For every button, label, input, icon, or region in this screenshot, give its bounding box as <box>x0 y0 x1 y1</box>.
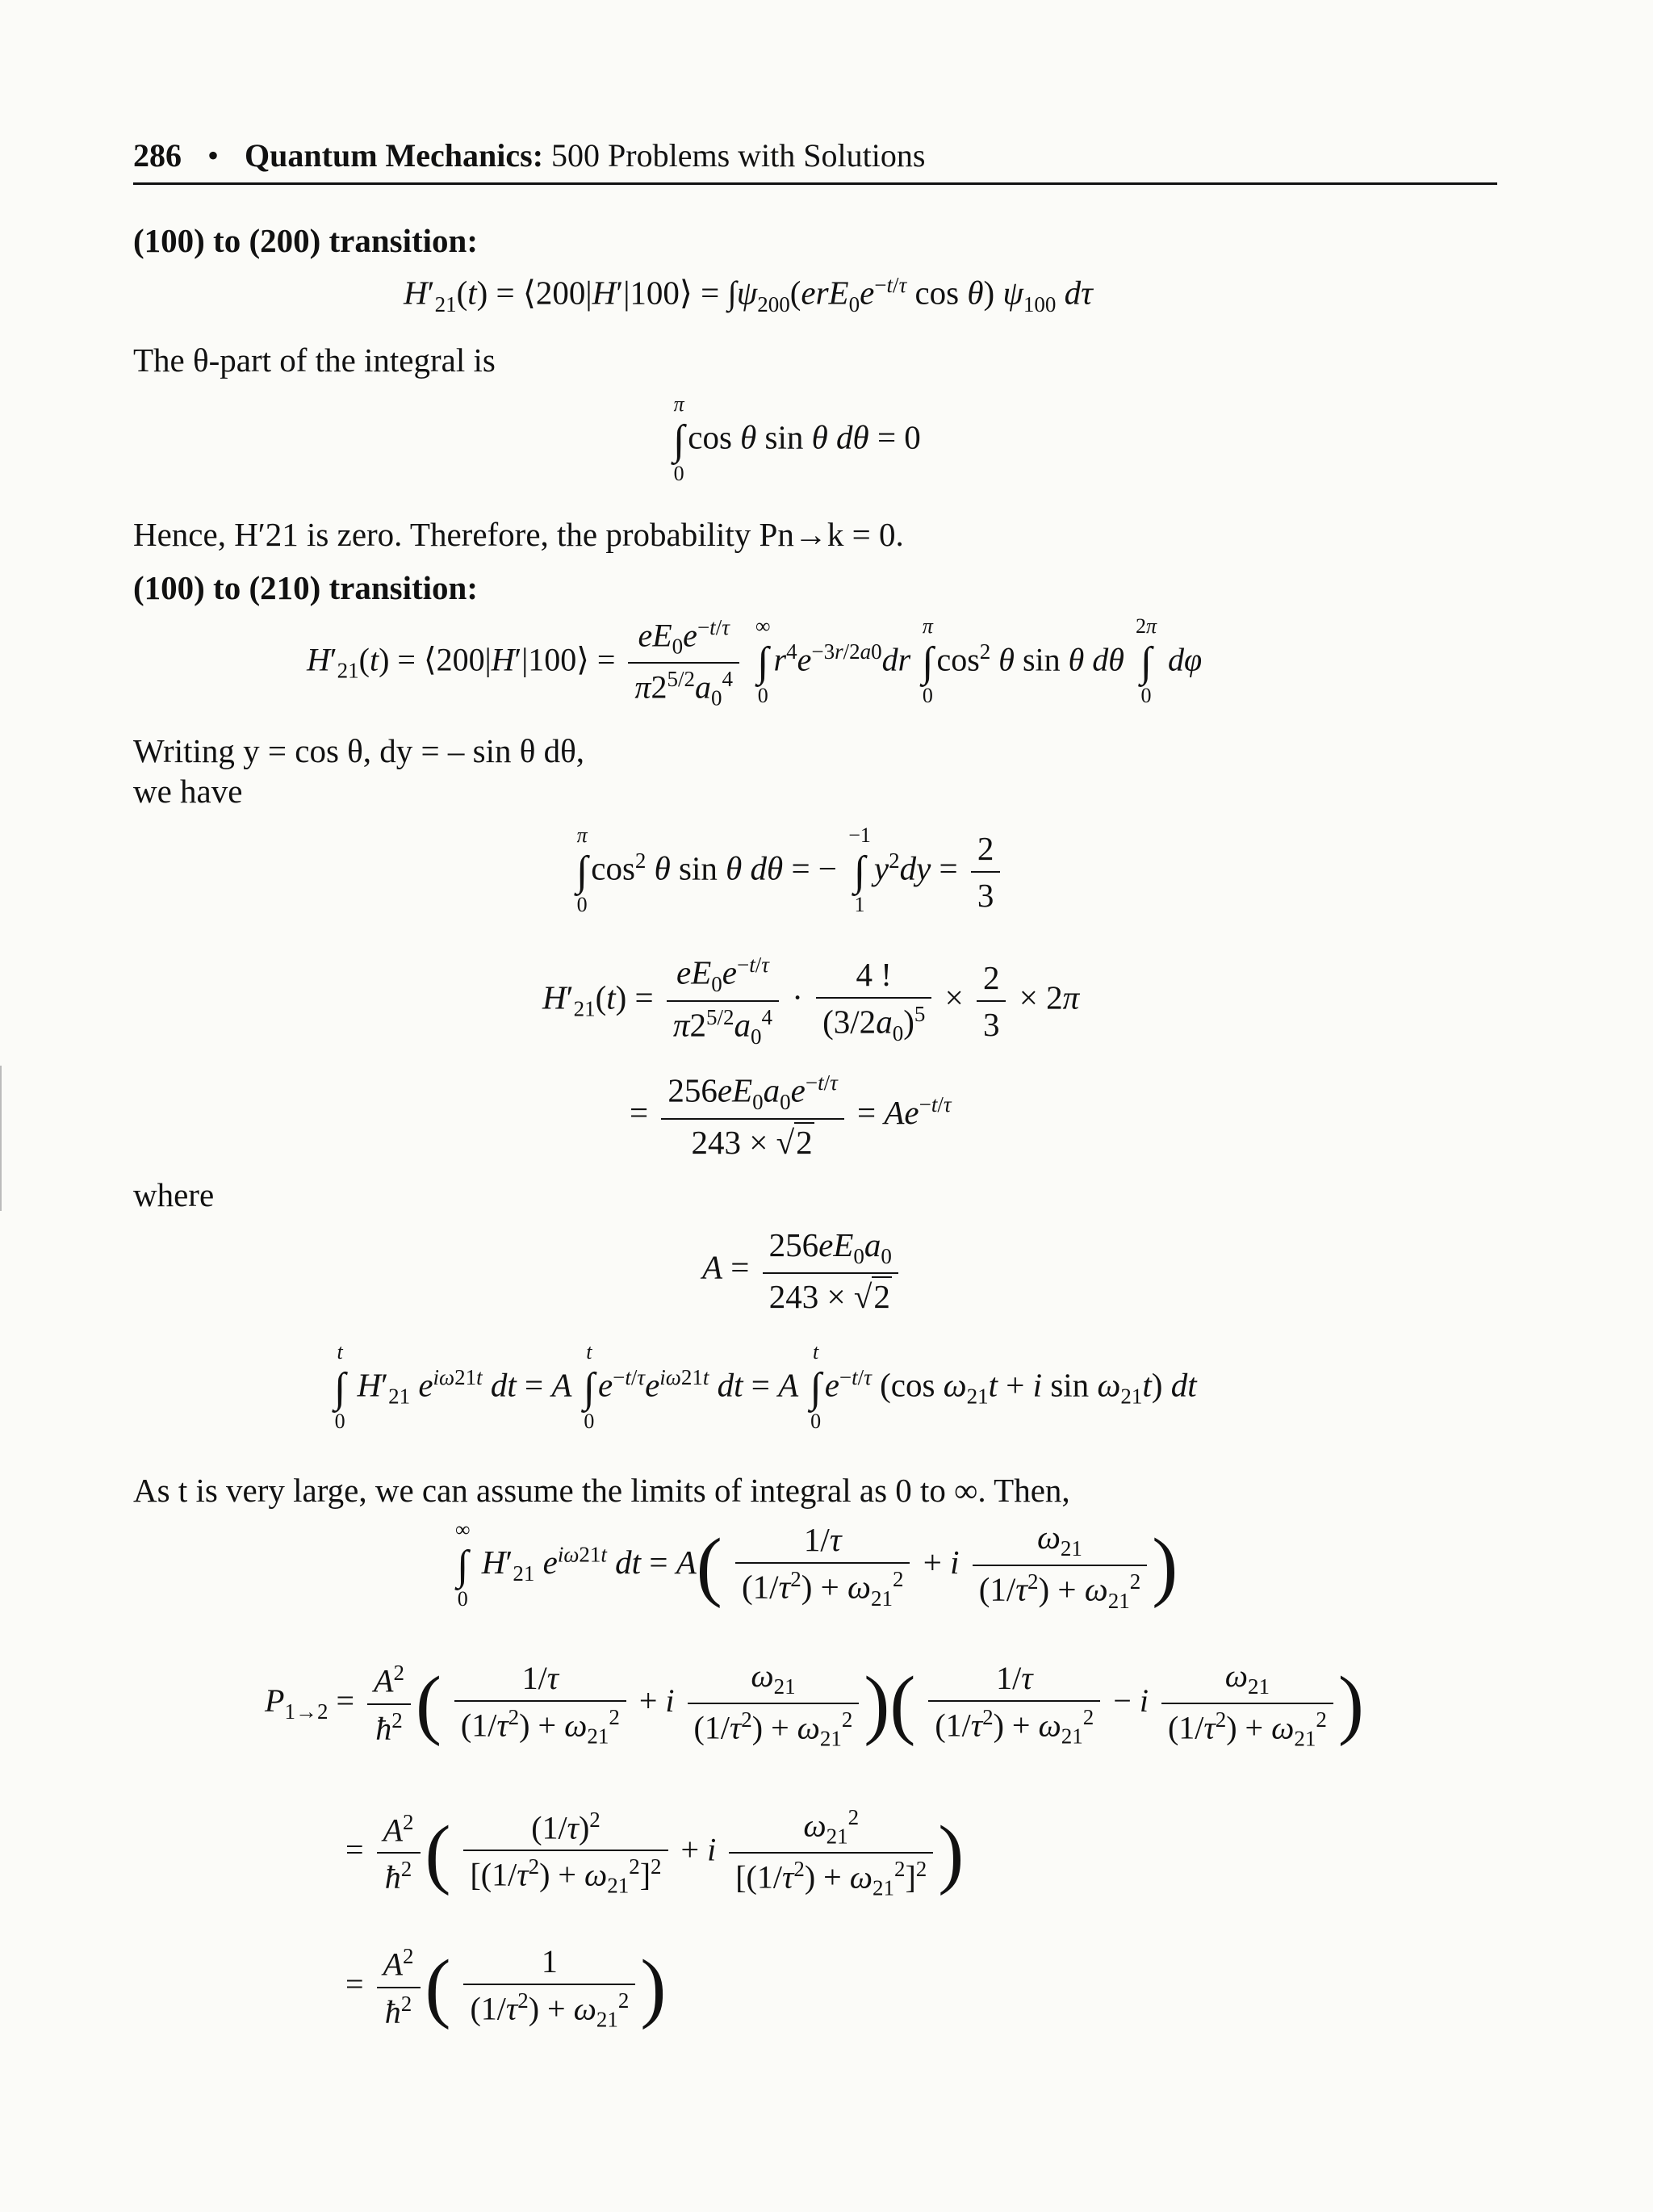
theta-part-text: The θ-part of the integral is <box>133 341 496 379</box>
book-title-rest: 500 Problems with Solutions <box>551 137 926 174</box>
header-bullet: • <box>207 137 220 174</box>
running-header <box>133 136 1497 185</box>
book-title-bold: Quantum Mechanics: <box>245 137 544 174</box>
equation-8: t ∫ 0 $H'_{21}$ $e^{i\omega 21t}$ dt = A t ∫ 0 $e^{-t/\tau}e^{i\omega 21t}$ dt = A t ∫ 0 $e^{-t/\tau}$ (cos $\omega_{21}t + i$ $\sin \omega_{21}t$) dt <box>334 1340 1197 1433</box>
heading-100-200: (100) to (200) transition: <box>133 222 479 259</box>
equation-4: π ∫ 0 $\cos^2 \theta$ sin θ dθ = − −1 ∫ 1 $y^2dy$ = $\frac{2}{3}$ <box>573 825 1005 919</box>
as-t-text: As t is very large, we can assume the limits of integral as 0 to ∞. Then, <box>133 1472 1070 1509</box>
heading-100-210: (100) to (210) transition: <box>133 569 479 606</box>
writing-text: Writing y = cos θ, dy = – sin θ dθ, <box>133 732 585 769</box>
equation-1: $H'_{21}(t)$ = ⟨200|H′|100⟩ = $\int\psi_{200}(erE_0e^{-t/\tau}$ cos θ) $\psi_{100}$ dτ <box>404 273 1093 316</box>
equation-9: ∞ ∫ 0 $H'_{21}$ $e^{i\omega 21t}$ dt = A( $\frac{1/\tau}{(1/\tau^2) + \omega_{21}^2}$ + i $\frac{\omega_{21}}{(1/\tau^2) + \omega_{21}^2}$ ) <box>455 1517 1178 1614</box>
equation-12: = $\frac{A^2}{ħ^2}$ ( $\frac{1}{(1/\tau^2) + \omega_{21}^2}$ ) <box>345 1943 667 2032</box>
hence-text: Hence, H′21 is zero. Therefore, the probability Pn→k = 0. <box>133 516 904 553</box>
equation-11: = $\frac{A^2}{ħ^2}$ ( $\frac{(1/\tau)^2}{[(1/\tau^2) + \omega_{21}^2]^2}$ + i $\frac{\omega_{21}^2}{[(1/\tau^2) + \omega_{21}^2]^2}$ ) <box>345 1805 965 1900</box>
where-text: where <box>133 1176 215 1213</box>
equation-10: $P_{1\to 2}$ = $\frac{A^2}{ħ^2}$ ( $\frac{1/\tau}{(1/\tau^2) + \omega_{21}^2}$ + i $\frac{\omega_{21}}{(1/\tau^2) + \omega_{21}^2}$ )( $\frac{1/\tau}{(1/\tau^2) + \omega_{21}^2}$ − i $\frac{\omega_{21}}{(1/\tau^2) + \omega_{21}^2}$ ) <box>265 1657 1364 1751</box>
page-number: 286 <box>133 137 182 174</box>
equation-5: $H'_{21}(t)$ = $\frac{eE_0e^{-t/\tau}}{\pi 2^{5/2}a_0^4}$ · $\frac{4 !}{(3/2a_0)^5}$ × $\frac{2}{3}$ × 2π <box>542 953 1080 1049</box>
we-have-text: we have <box>133 773 243 810</box>
equation-7: A = $\frac{256eE_0a_0}{243 \times √2}$ <box>702 1225 903 1316</box>
equation-2: π ∫ 0 cos θ sin θ dθ = 0 <box>673 392 921 485</box>
equation-6: = $\frac{256eE_0a_0e^{-t/\tau}}{243 \times √2}$ = $Ae^{-t/\tau}$ <box>630 1070 952 1161</box>
equation-3: $H'_{21}(t)$ = ⟨200|H′|100⟩ = $\frac{eE_0e^{-t/\tau}}{\pi 2^{5/2}a_0^4}$ ∞ ∫ 0 $r^4e^{-3r/2a0}dr$ π ∫ 0 $\cos^2 \theta$ sin θ dθ 2π ∫ 0 dφ <box>307 614 1203 710</box>
scan-edge-mark <box>0 1066 2 1211</box>
